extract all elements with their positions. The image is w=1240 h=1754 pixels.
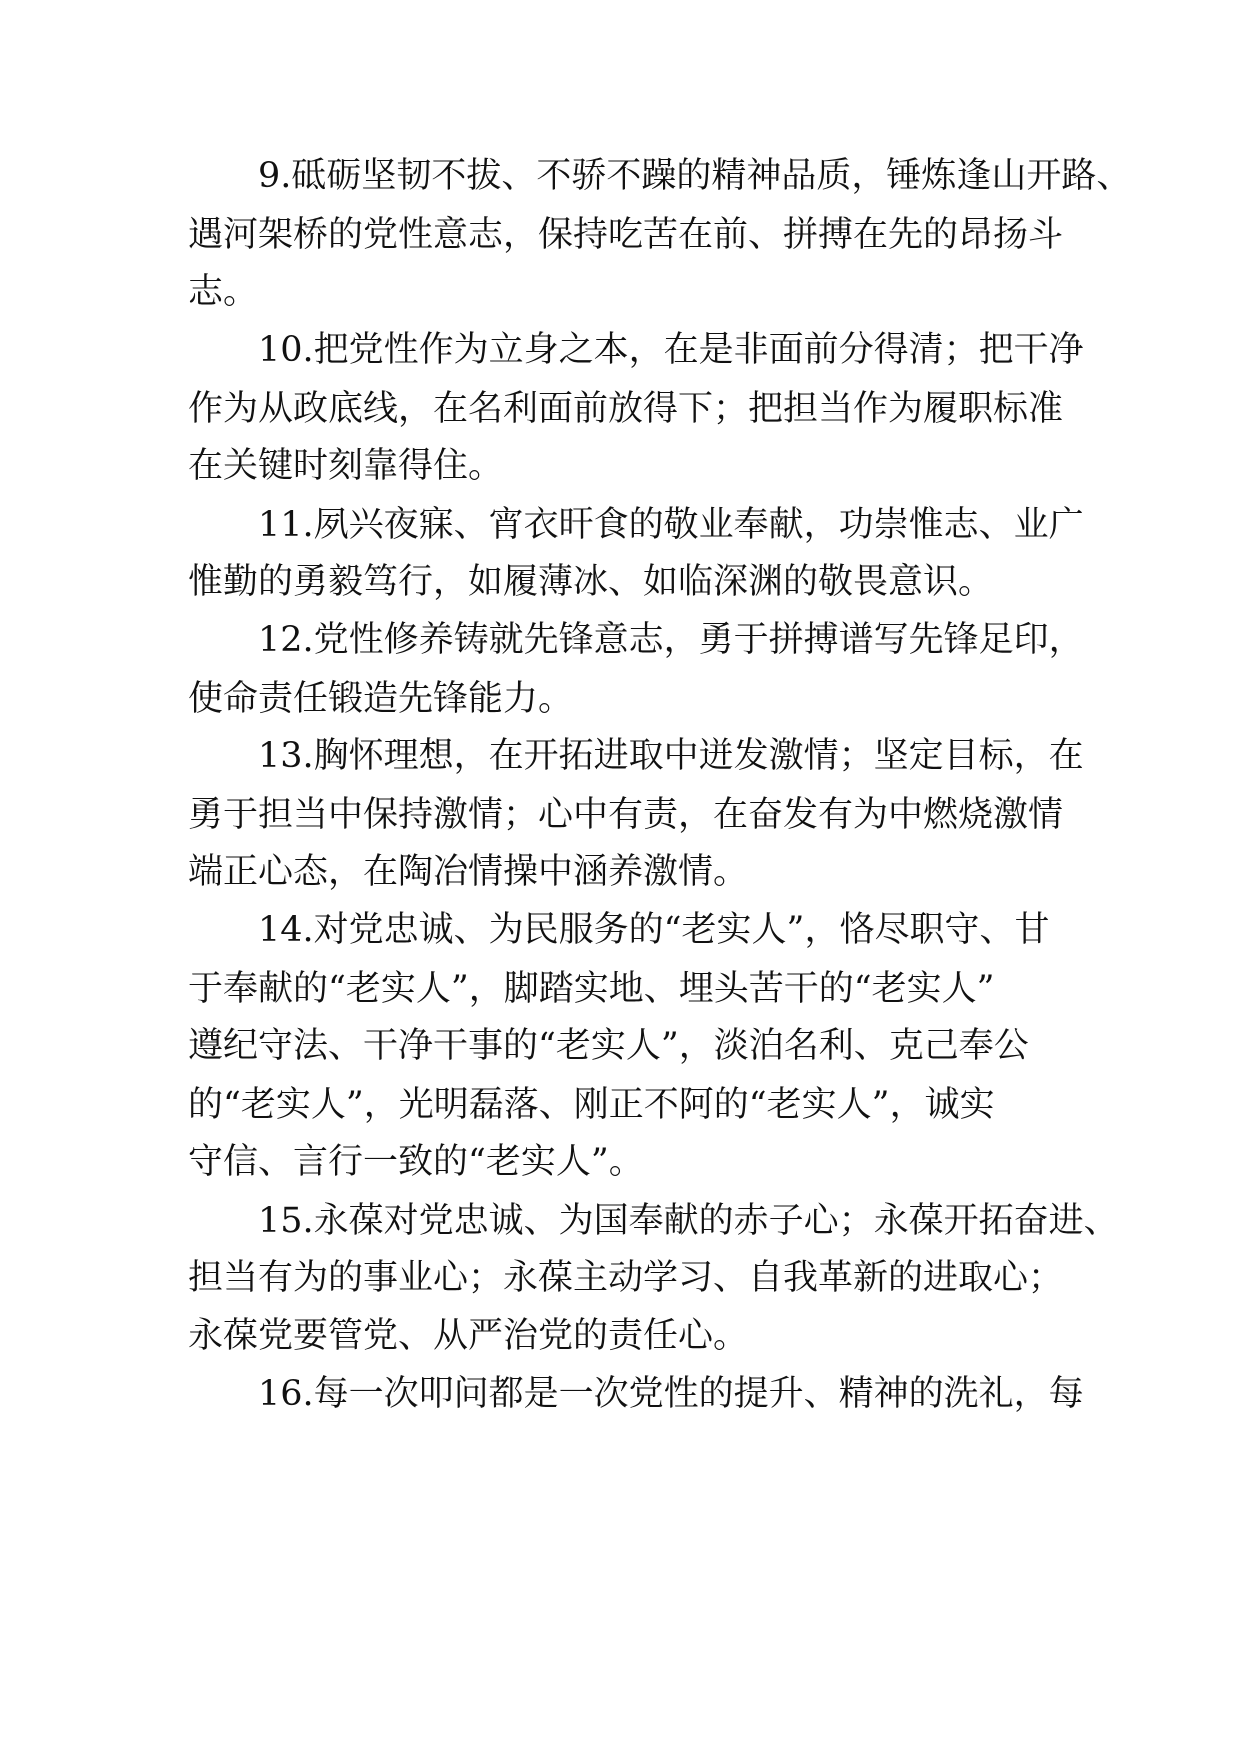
paragraph-11-line-2: 惟勤的勇毅笃行，如履薄冰、如临深渊的敬畏意识。 xyxy=(188,562,994,602)
paragraph-13-line-3: 端正心态，在陶冶情操中涵养激情。 xyxy=(188,852,749,892)
paragraph-9-line-2: 遇河架桥的党性意志，保持吃苦在前、拼搏在先的昂扬斗 xyxy=(188,215,1064,255)
paragraph-12-line-1: 12.党性修养铸就先锋意志，勇于拼搏谱写先锋足印， xyxy=(258,620,1084,660)
paragraph-16-line-1: 16.每一次叩问都是一次党性的提升、精神的洗礼，每 xyxy=(258,1374,1084,1414)
paragraph-14-line-4: 的“老实人”，光明磊落、刚正不阿的“老实人”，诚实 xyxy=(188,1085,995,1125)
paragraph-14-line-2: 于奉献的“老实人”，脚踏实地、埋头苦干的“老实人” xyxy=(188,969,995,1009)
paragraph-9-line-1: 9.砥砺坚韧不拔、不骄不躁的精神品质，锤炼逢山开路、 xyxy=(258,156,1132,196)
paragraph-15-line-1: 15.永葆对党忠诚、为国奉献的赤子心；永葆开拓奋进、 xyxy=(258,1201,1119,1241)
paragraph-9-line-3: 志。 xyxy=(188,272,259,312)
paragraph-14-line-1: 14.对党忠诚、为民服务的“老实人”，恪尽职守、甘 xyxy=(258,910,1050,950)
paragraph-10-line-3: 在关键时刻靠得住。 xyxy=(188,446,504,486)
paragraph-13-line-1: 13.胸怀理想，在开拓进取中迸发激情；坚定目标，在 xyxy=(258,736,1084,776)
paragraph-13-line-2: 勇于担当中保持激情；心中有责，在奋发有为中燃烧激情 xyxy=(188,795,1064,835)
paragraph-15-line-2: 担当有为的事业心；永葆主动学习、自我革新的进取心； xyxy=(188,1258,1064,1298)
paragraph-14-line-5: 守信、言行一致的“老实人”。 xyxy=(188,1142,644,1182)
paragraph-14-line-3: 遵纪守法、干净干事的“老实人”，淡泊名利、克己奉公 xyxy=(188,1026,1029,1066)
paragraph-11-line-1: 11.夙兴夜寐、宵衣旰食的敬业奉献，功崇惟志、业广 xyxy=(258,505,1084,545)
paragraph-10-line-1: 10.把党性作为立身之本，在是非面前分得清；把干净 xyxy=(258,330,1084,370)
paragraph-15-line-3: 永葆党要管党、从严治党的责任心。 xyxy=(188,1316,749,1356)
paragraph-10-line-2: 作为从政底线，在名利面前放得下；把担当作为履职标准 xyxy=(188,389,1064,429)
paragraph-12-line-2: 使命责任锻造先锋能力。 xyxy=(188,679,574,719)
